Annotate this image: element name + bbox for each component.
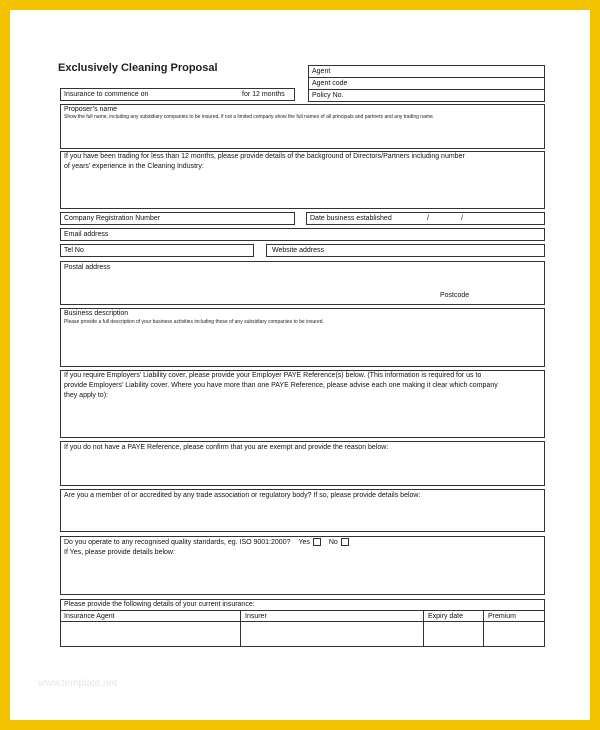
commence-label: Insurance to commence on — [64, 91, 149, 98]
insurance-agent-cell[interactable] — [61, 622, 239, 646]
date-separator-2: / — [461, 215, 463, 222]
col-expiry-date: Expiry date — [428, 613, 464, 620]
email-field[interactable] — [60, 228, 545, 241]
form-title: Exclusively Cleaning Proposal — [58, 62, 218, 74]
yes-label: Yes — [298, 539, 310, 546]
date-separator-1: / — [427, 215, 429, 222]
postal-label: Postal address — [64, 264, 111, 271]
for-months-label: for 12 months — [242, 91, 285, 98]
expiry-date-cell[interactable] — [424, 622, 482, 646]
company-reg-label: Company Registration Number — [64, 215, 161, 222]
postal-address-field[interactable] — [60, 261, 545, 305]
premium-cell[interactable] — [484, 622, 544, 646]
no-checkbox[interactable] — [341, 538, 349, 546]
agent-label: Agent — [312, 68, 331, 75]
proposer-name-label: Proposer’s name — [64, 106, 118, 113]
business-desc-note: Please provide a full description of your business activities including those of any subsidiary companies to be insured. — [64, 319, 324, 325]
trading-line-1: If you have been trading for less than 12 months, please provide details of the background of Directors/Partners including number — [64, 153, 465, 160]
yes-checkbox[interactable] — [313, 538, 321, 546]
quality-row — [64, 538, 349, 547]
employers-line-3: they apply to): — [64, 392, 108, 399]
postcode-label: Postcode — [440, 292, 470, 299]
business-desc-label: Business description — [64, 310, 129, 317]
tel-field[interactable] — [60, 244, 254, 257]
employers-line-2: provide Employers’ Liability cover. Where you have more than one PAYE Reference, please advise each one making it clear which company — [64, 382, 498, 389]
form-page — [10, 10, 590, 720]
tel-label: Tel No — [64, 247, 84, 254]
business-description-field[interactable] — [60, 308, 545, 367]
col-premium: Premium — [488, 613, 517, 620]
policy-no-label: Policy No. — [312, 92, 344, 99]
col-insurance-agent: Insurance Agent — [64, 613, 115, 620]
website-label: Website address — [272, 247, 325, 254]
watermark: www.template.net — [38, 678, 117, 689]
insurer-cell[interactable] — [241, 622, 422, 646]
trading-line-2: of years’ experience in the Cleaning Industry: — [64, 163, 204, 170]
paye-label: If you do not have a PAYE Reference, please confirm that you are exempt and provide the reason below: — [64, 444, 389, 451]
col-insurer: Insurer — [245, 613, 267, 620]
quality-label: Do you operate to any recognised quality standards, eg. ISO 9001:2000? — [64, 539, 291, 546]
proposer-name-field[interactable] — [60, 104, 545, 149]
member-label: Are you a member of or accredited by any trade association or regulatory body? If so, please provide details below: — [64, 492, 421, 499]
no-label: No — [328, 539, 338, 546]
current-insurance-label: Please provide the following details of your current insurance: — [64, 601, 255, 608]
proposer-name-note: Show the full name, including any subsidiary companies to be insured, if not a limited company show the full names of all principals and partners and any trading name. — [64, 114, 435, 120]
if-yes-label: If Yes, please provide details below: — [64, 549, 175, 556]
agent-code-label: Agent code — [312, 80, 348, 87]
employers-line-1: If you require Employers’ Liability cover, please provide your Employer PAYE Reference(s) below. (This information is required for us to — [64, 372, 482, 379]
email-label: Email address — [64, 231, 109, 238]
date-established-label: Date business established — [310, 215, 392, 222]
